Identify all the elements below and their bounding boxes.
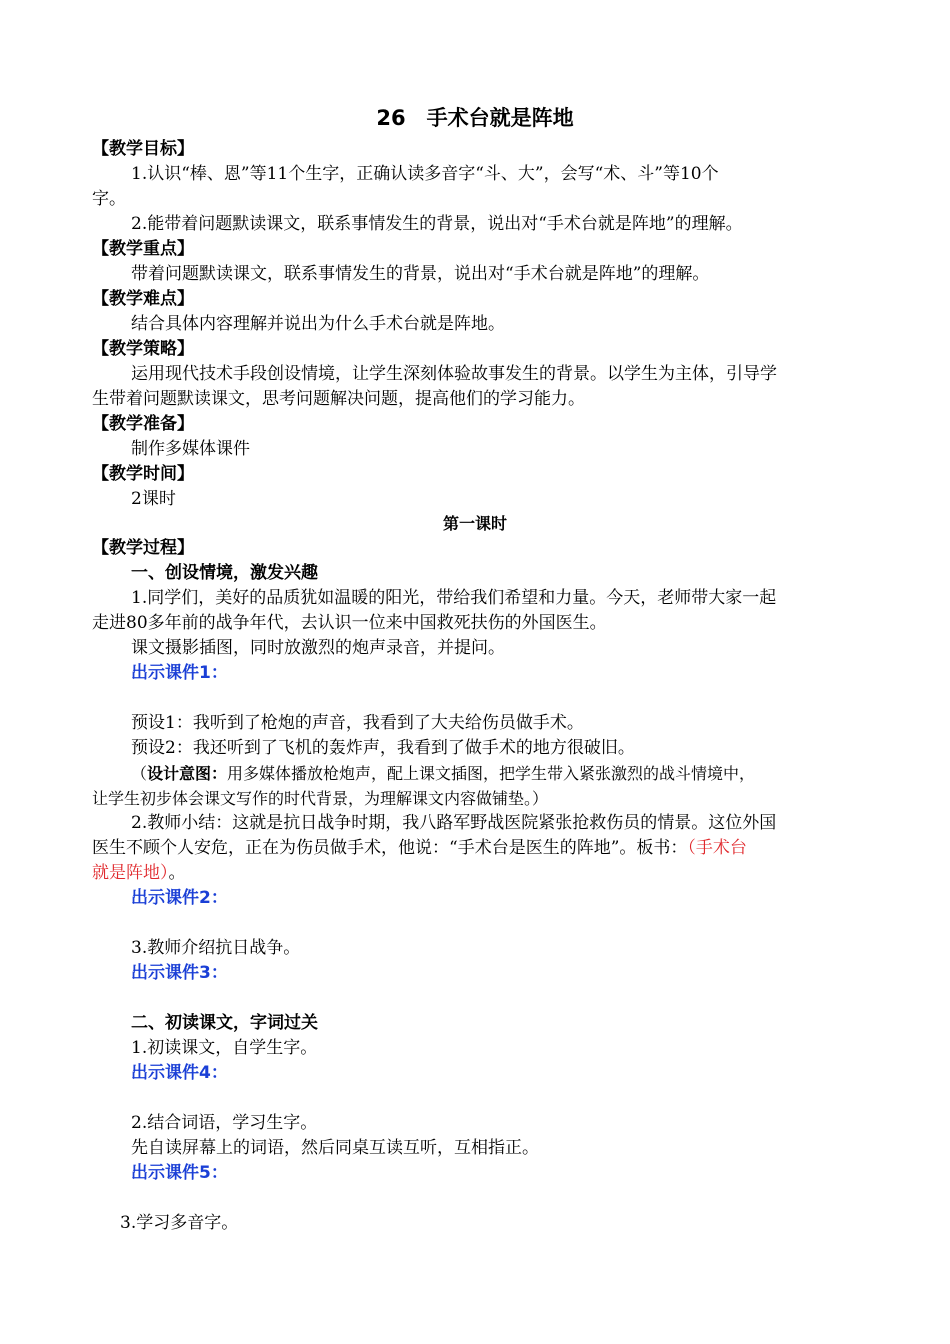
section-process: 【教学过程】 xyxy=(92,538,194,558)
part-1-para-4: 3.教师介绍抗日战争。 xyxy=(131,938,301,958)
preparation-text: 制作多媒体课件 xyxy=(131,439,250,459)
design-intent-text: 用多媒体播放枪炮声，配上课文插图，把学生带入紧张激烈的战斗情境中， xyxy=(227,764,756,783)
part-2-step-2-detail: 先自读屏幕上的词语，然后同桌互读互听，互相指正。 xyxy=(131,1138,539,1158)
part-1-para-3-line-c xyxy=(92,861,862,886)
section-difficulties: 【教学难点】 xyxy=(92,289,194,309)
part-1-para-3-line-b xyxy=(92,836,862,861)
part-1-para-1-line-b: 走进80多年前的战争年代，去认识一位来中国救死扶伤的外国医生。 xyxy=(92,613,607,633)
goal-1-line-b: 字。 xyxy=(92,189,126,209)
lesson-heading: 第一课时 xyxy=(442,514,507,533)
preset-2: 预设2：我还听到了飞机的轰炸声，我看到了做手术的地方很破旧。 xyxy=(131,738,635,758)
courseware-2-label: 出示课件2： xyxy=(131,888,228,908)
design-intent-open-paren: （ xyxy=(131,764,148,783)
section-preparation: 【教学准备】 xyxy=(92,414,194,434)
period: 。 xyxy=(168,863,186,883)
time-text: 2课时 xyxy=(131,489,176,509)
doc-title: 26 手术台就是阵地 xyxy=(376,106,574,130)
part-2-heading: 二、初读课文，字词过关 xyxy=(131,1013,318,1033)
part-2-step-3: 3.学习多音字。 xyxy=(120,1213,239,1233)
strategy-line-a: 运用现代技术手段创设情境，让学生深刻体验故事发生的背景。以学生为主体，引导学 xyxy=(131,364,777,384)
preset-1: 预设1：我听到了枪炮的声音，我看到了大夫给伤员做手术。 xyxy=(131,713,584,733)
key-points-text: 带着问题默读课文，联系事情发生的背景，说出对“手术台就是阵地”的理解。 xyxy=(131,264,710,284)
part-1-para-2: 课文摄影插图，同时放激烈的炮声录音，并提问。 xyxy=(131,638,505,658)
strategy-line-b: 生带着问题默读课文，思考问题解决问题，提高他们的学习能力。 xyxy=(92,389,585,409)
courseware-3-label: 出示课件3： xyxy=(131,963,228,983)
board-writing-b: 就是阵地） xyxy=(92,863,169,883)
design-intent-label: 设计意图： xyxy=(147,764,228,783)
difficulties-text: 结合具体内容理解并说出为什么手术台就是阵地。 xyxy=(131,314,505,334)
part-1-para-3-line-a: 2.教师小结：这就是抗日战争时期，我八路军野战医院紧张抢救伤员的情景。这位外国 xyxy=(131,813,777,833)
design-intent-line-a xyxy=(131,761,862,786)
section-strategy: 【教学策略】 xyxy=(92,339,194,359)
courseware-4-label: 出示课件4： xyxy=(131,1063,228,1083)
part-2-step-1: 1.初读课文，自学生字。 xyxy=(131,1038,318,1058)
part-2-step-2: 2.结合词语，学习生字。 xyxy=(131,1113,318,1133)
summary-text: 医生不顾个人安危，正在为伤员做手术，他说：“手术台是医生的阵地”。板书： xyxy=(92,838,688,858)
goal-1-line-a: 1.认识“棒、恩”等11个生字，正确认读多音字“斗、大”，会写“术、斗”等10个 xyxy=(131,164,719,184)
section-key-points: 【教学重点】 xyxy=(92,239,194,259)
courseware-5-label: 出示课件5： xyxy=(131,1163,228,1183)
goal-2: 2.能带着问题默读课文，联系事情发生的背景，说出对“手术台就是阵地”的理解。 xyxy=(131,214,743,234)
design-intent-line-b: 让学生初步体会课文写作的时代背景，为理解课文内容做铺垫。） xyxy=(92,789,549,808)
section-time: 【教学时间】 xyxy=(92,464,194,484)
part-1-heading: 一、创设情境，激发兴趣 xyxy=(131,563,318,583)
courseware-1-label: 出示课件1： xyxy=(131,663,228,683)
part-1-para-1-line-a: 1.同学们，美好的品质犹如温暖的阳光，带给我们希望和力量。今天，老师带大家一起 xyxy=(131,588,777,608)
section-teaching-goals: 【教学目标】 xyxy=(92,139,194,159)
board-writing-a: （手术台 xyxy=(687,838,747,858)
